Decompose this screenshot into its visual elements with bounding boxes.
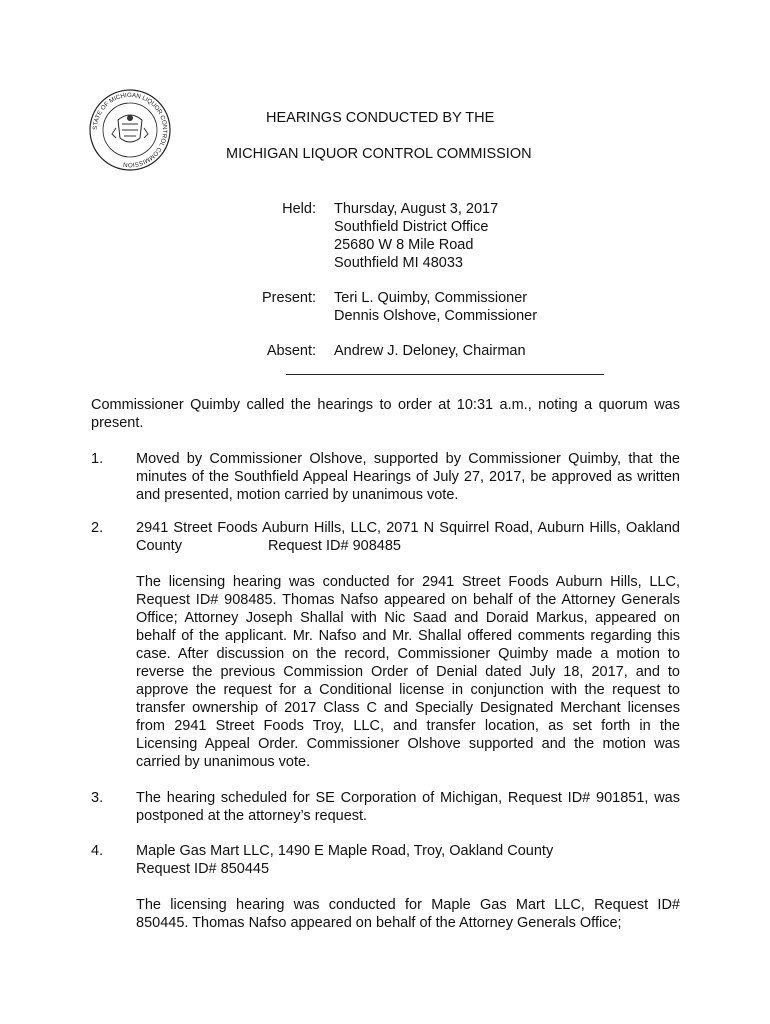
item-2-heading: 2941 Street Foods Auburn Hills, LLC, 2071 N Squirrel Road, Auburn Hills, Oakland County Request ID# 908485: [136, 520, 680, 554]
svg-text:STATE OF MICHIGAN LIQUOR CONTR: STATE OF MICHIGAN LIQUOR CONTROL COMMISSION: [91, 91, 169, 169]
item-number: 1.: [91, 451, 104, 467]
present-label: Present:: [262, 290, 316, 306]
held-street: 25680 W 8 Mile Road: [334, 237, 474, 253]
item-2-body: The licensing hearing was conducted for 2941 Street Foods Auburn Hills, LLC, Request ID# 908485. Thomas Nafso appeared on behalf of the Attorney Generals Office; Attorney Joseph Shallal with Nic Saad and Doraid Markus, appeared on behalf of the applicant. Mr. Nafso and Mr. Shallal offered comments regarding this case. After discussion on the record, Commissioner Quimby made a motion to reverse the previous Commission Order of Denial dated July 18, 2017, and to approve the request for a Conditional license in conjunction with the request to transfer ownership of 2017 Class C and Specially Designated Merchant licenses from 2941 Street Foods Troy, LLC, and transfer location, as set forth in the Licensing Appeal Order. Commissioner Olshove supported and the motion was carried by unanimous vote.: [136, 574, 680, 770]
held-label: Held:: [282, 201, 316, 217]
title-line-1: HEARINGS CONDUCTED BY THE: [266, 110, 495, 126]
absent-label: Absent:: [266, 343, 316, 359]
item-number: 2.: [91, 520, 104, 536]
present-member: Teri L. Quimby, Commissioner: [334, 290, 528, 306]
absent-member: Andrew J. Deloney, Chairman: [334, 343, 526, 359]
held-office: Southfield District Office: [334, 219, 489, 235]
held-date: Thursday, August 3, 2017: [334, 201, 499, 217]
item-4-heading: Maple Gas Mart LLC, 1490 E Maple Road, Troy, Oakland County Request ID# 850445: [136, 843, 554, 877]
intro-paragraph: Commissioner Quimby called the hearings to order at 10:31 a.m., noting a quorum was present.: [91, 397, 680, 431]
item-number: 3.: [91, 790, 104, 806]
held-city: Southfield MI 48033: [334, 255, 463, 271]
present-list: [334, 289, 537, 325]
held-details: [334, 200, 498, 272]
divider-rule: [286, 374, 604, 375]
present-member: Dennis Olshove, Commissioner: [334, 308, 538, 324]
item-1-text: Moved by Commissioner Olshove, supported by Commissioner Quimby, that the minutes of the Southfield Appeal Hearings of July 27, 2017, be approved as written and presented, motion carried by unanimous vote.: [136, 451, 680, 503]
item-number: 4.: [91, 843, 104, 859]
item-3-text: The hearing scheduled for SE Corporation of Michigan, Request ID# 901851, was postponed at the attorney’s request.: [136, 790, 680, 824]
item-4-body: The licensing hearing was conducted for Maple Gas Mart LLC, Request ID# 850445. Thomas Nafso appeared on behalf of the Attorney Generals Office;: [136, 897, 680, 931]
title-line-2: MICHIGAN LIQUOR CONTROL COMMISSION: [226, 146, 532, 162]
